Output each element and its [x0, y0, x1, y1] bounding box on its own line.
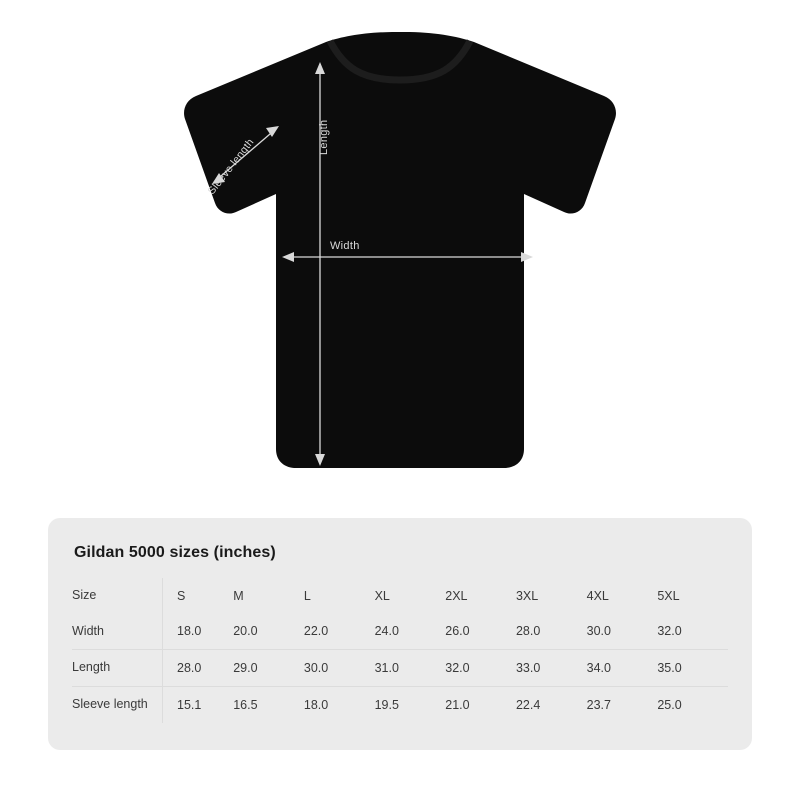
column-header-m: M — [233, 588, 244, 603]
cell-length-3xl: 33.0 — [515, 661, 541, 676]
column-header-3xl: 3XL — [515, 588, 539, 603]
table-row — [72, 614, 728, 650]
cell-length-5xl: 35.0 — [657, 661, 682, 676]
cell-width-4xl: 30.0 — [586, 624, 611, 639]
tshirt-shape — [184, 32, 616, 468]
cell-length-m: 29.0 — [233, 661, 258, 676]
column-header-2xl: 2XL — [445, 588, 468, 603]
cell-width-5xl: 32.0 — [657, 624, 682, 639]
table-row — [72, 686, 728, 722]
cell-width-2xl: 26.0 — [445, 624, 470, 639]
cell-length-s: 28.0 — [163, 650, 234, 687]
cell-sleeve-s: 15.1 — [163, 686, 234, 722]
cell-width-xl: 24.0 — [374, 624, 399, 639]
length-label: Length — [318, 119, 330, 155]
column-header-l: L — [303, 588, 311, 603]
size-chart-card — [48, 518, 752, 750]
row-label-length: Length — [72, 660, 111, 675]
cell-sleeve-xl: 19.5 — [374, 697, 399, 712]
cell-sleeve-3xl: 22.4 — [515, 697, 541, 712]
cell-sleeve-m: 16.5 — [233, 697, 258, 712]
cell-sleeve-2xl: 21.0 — [445, 697, 470, 712]
size-chart-table — [72, 578, 728, 723]
cell-width-l: 22.0 — [303, 624, 329, 639]
column-header-s: S — [163, 578, 234, 614]
sleeve-length-label: Sleeve length — [205, 136, 257, 197]
column-header-4xl: 4XL — [586, 588, 609, 603]
column-header-size: Size — [72, 588, 97, 602]
cell-length-xl: 31.0 — [374, 661, 399, 676]
size-chart-title: Gildan 5000 sizes (inches) — [74, 544, 276, 561]
column-header-5xl: 5XL — [657, 588, 680, 603]
cell-sleeve-4xl: 23.7 — [586, 697, 611, 712]
cell-length-4xl: 34.0 — [586, 661, 611, 676]
cell-sleeve-5xl: 25.0 — [657, 697, 682, 712]
cell-length-l: 30.0 — [303, 661, 329, 676]
cell-sleeve-l: 18.0 — [303, 697, 329, 712]
table-row — [72, 650, 728, 687]
width-label: Width — [330, 240, 360, 252]
column-header-xl: XL — [374, 588, 390, 603]
cell-length-2xl: 32.0 — [445, 661, 470, 676]
row-label-sleeve-length: Sleeve length — [72, 696, 148, 711]
row-label-width: Width — [72, 623, 104, 638]
cell-width-3xl: 28.0 — [515, 624, 541, 639]
table-header-row — [72, 578, 728, 614]
cell-width-m: 20.0 — [233, 624, 258, 639]
cell-width-s: 18.0 — [163, 614, 234, 650]
